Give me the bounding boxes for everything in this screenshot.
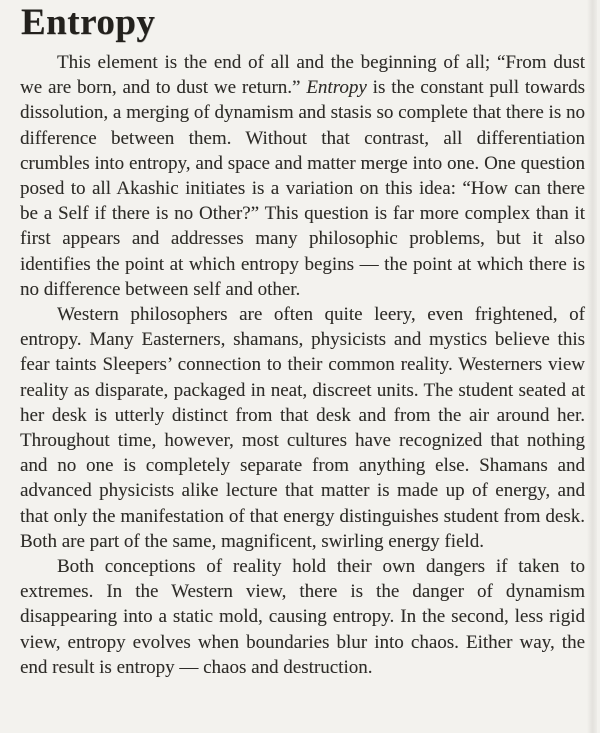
paragraph-1 [20,50,585,302]
paragraph-3: Both conceptions of reality hold their own dangers if taken to extremes. In the Western view, there is the danger of dynamism disappearing into a static mold, causing entropy. In the second, less rigid view, entropy evolves when boundaries blur into chaos. Either way, the end result is entropy — chaos and destruction. [20,556,585,678]
body-text [20,50,585,680]
entropy-italic-term: Entropy [306,77,367,99]
paragraph-1-text-start: This element is the end of all and the beginning of all; “From dust we are born, and to dust we return.” [20,52,585,99]
paragraph-1-text-end: is the constant pull towards dissolution, a merging of dynamism and stasis so complete that there is no difference between them. Without that contrast, all differentiation crumbles into entropy, and space and matter merge into one. One question posed to all Akashic initiates is a variation on this idea: “How can there be a Self if there is no Other?” This question is far more complex than it first appears and addresses many philosophic problems, but it also identifies the point at which entropy begins — the point at which there is no difference between self and other. [20,77,585,300]
page-title: Entropy [21,2,156,43]
page-edge-shadow [587,0,597,733]
paragraph-2: Western philosophers are often quite leery, even frightened, of entropy. Many Easterners, shamans, physicists and mystics believe this fear taints Sleepers’ connection to their common reality. Westerners view reality as disparate, packaged in neat, discreet units. The student seated at her desk is utterly distinct from that desk and from the air around her. Throughout time, however, most cultures have recognized that nothing and no one is completely separate from anything else. Shamans and advanced physicists alike lecture that matter is made up of energy, and that only the manifestation of that energy distinguishes student from desk. Both are part of the same, magnificent, swirling energy field. [20,304,585,552]
